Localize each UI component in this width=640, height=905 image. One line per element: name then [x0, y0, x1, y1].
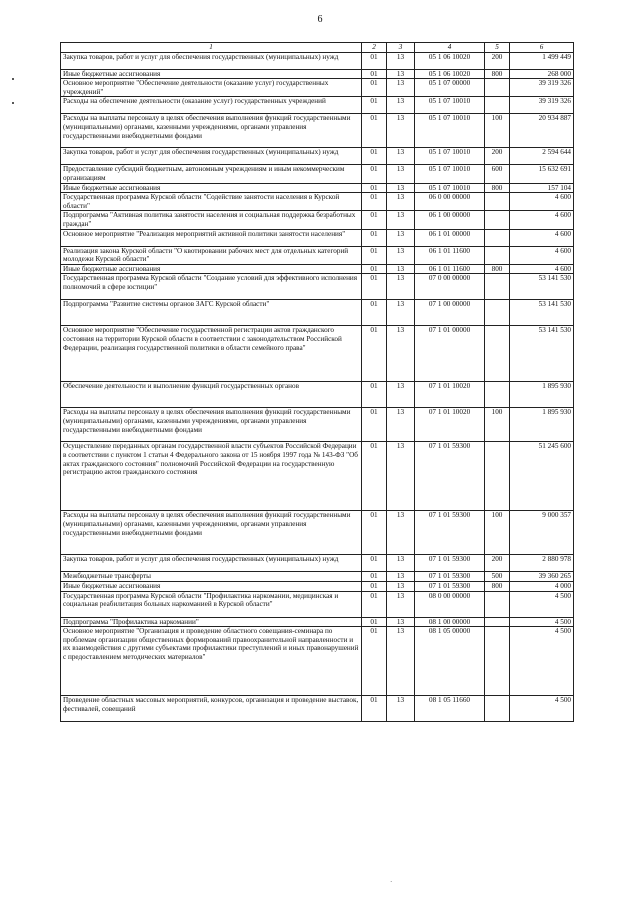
subsection-cell: 13: [387, 69, 415, 79]
table-row: [61, 274, 574, 300]
target-article-cell: 06 1 01 11600: [415, 246, 485, 264]
row-name-cell: Подпрограмма "Активная политика занятости населения и социальная поддержка безработных граждан": [61, 211, 362, 229]
subsection-cell: 13: [387, 326, 415, 382]
row-name-cell: Обеспечение деятельности и выполнение функций государственных органов: [61, 382, 362, 408]
row-name-cell: Закупка товаров, работ и услуг для обеспечения государственных (муниципальных) нужд: [61, 148, 362, 165]
table-row: [61, 572, 574, 582]
target-article-cell: 08 1 05 00000: [415, 627, 485, 696]
section-cell: 01: [362, 581, 387, 591]
target-article-cell: 07 1 01 59300: [415, 442, 485, 511]
table-row: [61, 211, 574, 229]
target-article-cell: 05 1 07 10010: [415, 97, 485, 114]
amount-cell: 9 000 357: [510, 511, 574, 555]
target-article-cell: 06 1 01 11600: [415, 264, 485, 274]
section-cell: 01: [362, 193, 387, 211]
row-name-cell: Проведение областных массовых мероприятий, конкурсов, организация и проведение выставок, фестивалей, совещаний: [61, 696, 362, 722]
expense-type-cell: 800: [485, 69, 510, 79]
margin-mark-2: [12, 102, 14, 104]
section-cell: 01: [362, 382, 387, 408]
amount-cell: 51 245 600: [510, 442, 574, 511]
subsection-cell: 13: [387, 300, 415, 326]
target-article-cell: 06 1 01 00000: [415, 229, 485, 246]
subsection-cell: 13: [387, 211, 415, 229]
amount-cell: 4 600: [510, 229, 574, 246]
subsection-cell: 13: [387, 52, 415, 69]
table-row: [61, 97, 574, 114]
target-article-cell: 07 0 00 00000: [415, 274, 485, 300]
expense-type-cell: [485, 696, 510, 722]
amount-cell: 15 632 691: [510, 165, 574, 183]
amount-cell: 4 500: [510, 696, 574, 722]
table-row: [61, 246, 574, 264]
target-article-cell: 06 0 00 00000: [415, 193, 485, 211]
expense-type-cell: 100: [485, 511, 510, 555]
expense-type-cell: [485, 300, 510, 326]
amount-cell: 2 594 644: [510, 148, 574, 165]
amount-cell: 4 600: [510, 193, 574, 211]
section-cell: 01: [362, 627, 387, 696]
expense-type-cell: [485, 442, 510, 511]
amount-cell: 1 895 930: [510, 382, 574, 408]
target-article-cell: 05 1 07 10010: [415, 114, 485, 148]
expense-type-cell: 800: [485, 264, 510, 274]
amount-cell: 4 600: [510, 264, 574, 274]
table-row: [61, 555, 574, 572]
row-name-cell: Закупка товаров, работ и услуг для обеспечения государственных (муниципальных) нужд: [61, 52, 362, 69]
subsection-cell: 13: [387, 264, 415, 274]
table-row: [61, 696, 574, 722]
section-cell: 01: [362, 69, 387, 79]
bottom-mark: ·: [390, 878, 393, 886]
amount-cell: 268 000: [510, 69, 574, 79]
table-row: [61, 627, 574, 696]
target-article-cell: 07 1 01 10020: [415, 408, 485, 442]
section-cell: 01: [362, 229, 387, 246]
col-header-6: 6: [510, 43, 574, 53]
header-row: [61, 43, 574, 53]
target-article-cell: 07 1 00 00000: [415, 300, 485, 326]
row-name-cell: Расходы на выплаты персоналу в целях обеспечения выполнения функций государственными (муниципальными) органами, казенными учреждениями, органами управления государственными внебюджетными фондами: [61, 511, 362, 555]
col-header-5: 5: [485, 43, 510, 53]
expense-type-cell: 200: [485, 148, 510, 165]
expense-type-cell: [485, 211, 510, 229]
subsection-cell: 13: [387, 114, 415, 148]
section-cell: 01: [362, 408, 387, 442]
amount-cell: 4 600: [510, 246, 574, 264]
amount-cell: 157 104: [510, 183, 574, 193]
subsection-cell: 13: [387, 408, 415, 442]
expense-type-cell: [485, 97, 510, 114]
subsection-cell: 13: [387, 79, 415, 97]
section-cell: 01: [362, 696, 387, 722]
expense-type-cell: [485, 617, 510, 627]
expense-type-cell: 800: [485, 581, 510, 591]
row-name-cell: Осуществление переданных органам государственной власти субъектов Российской Федерации в соответствии с пунктом 1 статьи 4 Федерального закона от 15 ноября 1997 года № 143-ФЗ "Об актах гражданского состояния" полномочий Российской Федерации на государственную регистрацию актов гражданского состояния: [61, 442, 362, 511]
table-row: [61, 229, 574, 246]
budget-table: [60, 42, 574, 722]
row-name-cell: Государственная программа Курской области "Содействие занятости населения в Курской области": [61, 193, 362, 211]
section-cell: 01: [362, 79, 387, 97]
row-name-cell: Закупка товаров, работ и услуг для обеспечения государственных (муниципальных) нужд: [61, 555, 362, 572]
subsection-cell: 13: [387, 246, 415, 264]
expense-type-cell: 800: [485, 183, 510, 193]
amount-cell: 4 500: [510, 617, 574, 627]
section-cell: 01: [362, 211, 387, 229]
target-article-cell: 05 1 07 10010: [415, 148, 485, 165]
expense-type-cell: [485, 382, 510, 408]
row-name-cell: Государственная программа Курской области "Создание условий для эффективного исполнения полномочий в сфере юстиции": [61, 274, 362, 300]
target-article-cell: 07 1 01 59300: [415, 555, 485, 572]
row-name-cell: Расходы на выплаты персоналу в целях обеспечения выполнения функций государственными (муниципальными) органами, казенными учреждениями, органами управления государственными внебюджетными фондами: [61, 114, 362, 148]
row-name-cell: Реализация закона Курской области "О квотировании рабочих мест для отдельных категорий молодежи Курской области": [61, 246, 362, 264]
amount-cell: 39 319 326: [510, 97, 574, 114]
target-article-cell: 08 1 00 00000: [415, 617, 485, 627]
table-row: [61, 591, 574, 617]
amount-cell: 53 141 530: [510, 326, 574, 382]
section-cell: 01: [362, 511, 387, 555]
expense-type-cell: [485, 627, 510, 696]
target-article-cell: 06 1 00 00000: [415, 211, 485, 229]
row-name-cell: Предоставление субсидий бюджетным, автономным учреждениям и иным некоммерческим организациям: [61, 165, 362, 183]
amount-cell: 4 500: [510, 591, 574, 617]
row-name-cell: Иные бюджетные ассигнования: [61, 183, 362, 193]
table-row: [61, 300, 574, 326]
section-cell: 01: [362, 183, 387, 193]
row-name-cell: Основное мероприятие "Обеспечение деятельности (оказание услуг) государственных учреждений": [61, 79, 362, 97]
amount-cell: 39 319 326: [510, 79, 574, 97]
subsection-cell: 13: [387, 183, 415, 193]
amount-cell: 53 141 530: [510, 274, 574, 300]
amount-cell: 53 141 530: [510, 300, 574, 326]
amount-cell: 4 500: [510, 627, 574, 696]
table-row: [61, 79, 574, 97]
table-row: [61, 165, 574, 183]
row-name-cell: Иные бюджетные ассигнования: [61, 69, 362, 79]
subsection-cell: 13: [387, 274, 415, 300]
section-cell: 01: [362, 300, 387, 326]
target-article-cell: 05 1 07 10010: [415, 183, 485, 193]
section-cell: 01: [362, 274, 387, 300]
col-header-1: 1: [61, 43, 362, 53]
table-row: [61, 326, 574, 382]
table-row: [61, 511, 574, 555]
subsection-cell: 13: [387, 555, 415, 572]
row-name-cell: Иные бюджетные ассигнования: [61, 264, 362, 274]
target-article-cell: 05 1 07 10010: [415, 165, 485, 183]
section-cell: 01: [362, 97, 387, 114]
section-cell: 01: [362, 326, 387, 382]
amount-cell: 4 600: [510, 211, 574, 229]
target-article-cell: 07 1 01 59300: [415, 581, 485, 591]
subsection-cell: 13: [387, 511, 415, 555]
row-name-cell: Государственная программа Курской области "Профилактика наркомании, медицинская и социальная реабилитация больных наркоманией в Курской области": [61, 591, 362, 617]
subsection-cell: 13: [387, 382, 415, 408]
section-cell: 01: [362, 165, 387, 183]
subsection-cell: 13: [387, 193, 415, 211]
row-name-cell: Подпрограмма "Развитие системы органов ЗАГС Курской области": [61, 300, 362, 326]
section-cell: 01: [362, 114, 387, 148]
subsection-cell: 13: [387, 442, 415, 511]
expense-type-cell: 100: [485, 114, 510, 148]
table-row: [61, 114, 574, 148]
target-article-cell: 05 1 06 10020: [415, 52, 485, 69]
amount-cell: 20 934 887: [510, 114, 574, 148]
expense-type-cell: [485, 193, 510, 211]
section-cell: 01: [362, 572, 387, 582]
expense-type-cell: [485, 326, 510, 382]
subsection-cell: 13: [387, 229, 415, 246]
section-cell: 01: [362, 555, 387, 572]
table-row: [61, 148, 574, 165]
amount-cell: 2 880 978: [510, 555, 574, 572]
subsection-cell: 13: [387, 591, 415, 617]
table-row: [61, 52, 574, 69]
row-name-cell: Основное мероприятие "Обеспечение государственной регистрации актов гражданского состояния на территории Курской области в соответствии с законодательством Российской Федерации, реализация государственной политики в области семейного права": [61, 326, 362, 382]
row-name-cell: Основное мероприятие "Реализация мероприятий активной политики занятости населения": [61, 229, 362, 246]
section-cell: 01: [362, 442, 387, 511]
section-cell: 01: [362, 148, 387, 165]
row-name-cell: Межбюджетные трансферты: [61, 572, 362, 582]
table-row: [61, 442, 574, 511]
col-header-2: 2: [362, 43, 387, 53]
subsection-cell: 13: [387, 696, 415, 722]
section-cell: 01: [362, 246, 387, 264]
table-row: [61, 69, 574, 79]
expense-type-cell: [485, 246, 510, 264]
table-row: [61, 617, 574, 627]
table-row: [61, 264, 574, 274]
amount-cell: 4 000: [510, 581, 574, 591]
row-name-cell: Основное мероприятие "Организация и проведение областного совещания-семинара по проблемам организации общественных формирований правоохранительной направленности и их взаимодействия с другими субъектами профилактики преступлений и иных правонарушений с предоставлением методических материалов": [61, 627, 362, 696]
subsection-cell: 13: [387, 572, 415, 582]
target-article-cell: 07 1 01 10020: [415, 382, 485, 408]
expense-type-cell: 500: [485, 572, 510, 582]
expense-type-cell: [485, 229, 510, 246]
section-cell: 01: [362, 591, 387, 617]
table-row: [61, 408, 574, 442]
section-cell: 01: [362, 52, 387, 69]
target-article-cell: 05 1 06 10020: [415, 69, 485, 79]
row-name-cell: Подпрограмма "Профилактика наркомании": [61, 617, 362, 627]
col-header-4: 4: [415, 43, 485, 53]
subsection-cell: 13: [387, 148, 415, 165]
amount-cell: 1 499 449: [510, 52, 574, 69]
target-article-cell: 08 1 05 11660: [415, 696, 485, 722]
section-cell: 01: [362, 617, 387, 627]
target-article-cell: 07 1 01 00000: [415, 326, 485, 382]
section-cell: 01: [362, 264, 387, 274]
margin-mark-1: [12, 78, 14, 80]
subsection-cell: 13: [387, 617, 415, 627]
target-article-cell: 07 1 01 59300: [415, 511, 485, 555]
page-number: 6: [317, 14, 323, 25]
expense-type-cell: 200: [485, 555, 510, 572]
amount-cell: 39 360 265: [510, 572, 574, 582]
table-row: [61, 382, 574, 408]
row-name-cell: Расходы на обеспечение деятельности (оказание услуг) государственных учреждений: [61, 97, 362, 114]
amount-cell: 1 895 930: [510, 408, 574, 442]
subsection-cell: 13: [387, 97, 415, 114]
row-name-cell: Расходы на выплаты персоналу в целях обеспечения выполнения функций государственными (муниципальными) органами, казенными учреждениями, органами управления государственными внебюджетными фондами: [61, 408, 362, 442]
target-article-cell: 07 1 01 59300: [415, 572, 485, 582]
expense-type-cell: 600: [485, 165, 510, 183]
col-header-3: 3: [387, 43, 415, 53]
expense-type-cell: 100: [485, 408, 510, 442]
table-row: [61, 193, 574, 211]
expense-type-cell: 200: [485, 52, 510, 69]
expense-type-cell: [485, 274, 510, 300]
subsection-cell: 13: [387, 627, 415, 696]
subsection-cell: 13: [387, 165, 415, 183]
expense-type-cell: [485, 79, 510, 97]
table-row: [61, 581, 574, 591]
table-row: [61, 183, 574, 193]
target-article-cell: 08 0 00 00000: [415, 591, 485, 617]
expense-type-cell: [485, 591, 510, 617]
subsection-cell: 13: [387, 581, 415, 591]
target-article-cell: 05 1 07 00000: [415, 79, 485, 97]
row-name-cell: Иные бюджетные ассигнования: [61, 581, 362, 591]
